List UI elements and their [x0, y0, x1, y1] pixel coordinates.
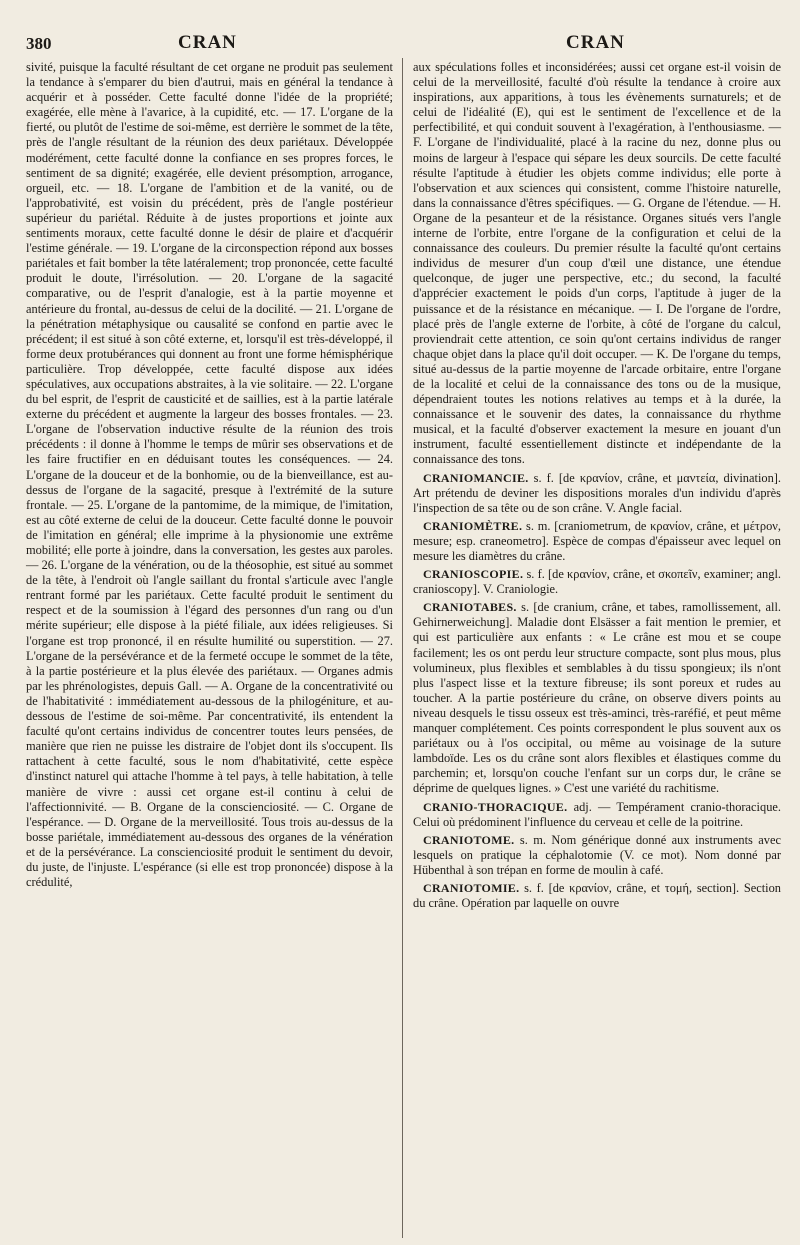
entry-text: s. [de cranium, crâne, et tabes, ramollissement, all. Gehirnerweichung]. Maladie dont Elsässer a fait mention le premier, et qui est particulière aux enfants : « Le crâne est mou et se coupe facilement; les os ont perdu leur structure compacte, sont plus mous, plus volumineux, plus flexibles et semblables à du tissu spongieux; ils n'ont plus l'aspect lisse et la texture fibreuse; ils sont poreux et rudes au toucher. A la partie postérieure du crâne, on observe divers points au niveau desquels le tissu osseux est très-aminci, très-raréfié, et peut même manquer complétement. Ces points correspondent le plus souvent aux os pariétaux ou à l'os occipital, ou même au voisinage de la suture lambdoïde. Les os du crâne sont alors flexibles et élastiques comme du parchemin; et, lorsqu'on couche l'enfant sur un corps dur, le crâne se déprime de quelques lignes. » C'est une variété du rachitisme. — [413, 600, 781, 796]
entry-craniometre — [413, 519, 781, 564]
entry-text: adj. — Tempérament cranio-thoracique. Celui où prédominent l'influence du cerveau et celle de la poitrine. — [413, 799, 781, 829]
entry-text: s. f. [de κρανίον, crâne, et μαντεία, divination]. Art prétendu de deviner les dispositions morales d'un individu d'après l'inspection de sa tête ou de son crâne. V. Angle facial. — [413, 470, 781, 515]
entry-cranio-thoracique — [413, 800, 781, 830]
page-header — [0, 30, 800, 60]
entry-craniotome — [413, 833, 781, 878]
left-column-text: sivité, puisque la faculté résultant de cet organe ne produit pas seulement la tendance à s'emparer du bien d'autrui, mais en général la tendance à acquérir et à posséder. Cette faculté donne l'idée de la propriété; exagérée, elle mène à l'avarice, à la cupidité, etc. — 17. L'organe de la fierté, ou plutôt de l'estime de soi-même, est derrière le sommet de la tête, près de l'angle résultant de la réunion des deux pariétaux. Développée modérément, cette faculté donne la confiance en ses propres forces, le sentiment de sa dignité; exagérée, elle devient présomption, arrogance, orgueil, etc. — 18. L'organe de l'ambition et de la vanité, ou de l'approbativité, est voisin du précédent, près de l'angle postérieur supérieur du pariétal. Réduite à de justes proportions et jointe aux sentiments moraux, cette faculté donne le désir de plaire et d'acquérir l'estime générale. — 19. L'organe de la circonspection répond aux bosses pariétales et fait bomber la tête latéralement; trop prononcée, cette faculté produit le doute, l'irrésolution. — 20. L'organe de la sagacité comparative, ou de l'esprit d'analogie, est à la partie moyenne et antérieure du frontal, au-dessus de celui de la docilité. — 21. L'organe de la pénétration métaphysique ou causalité se confond en partie avec le précédent; il est situé à son côté externe, et, lorsqu'il est très-développé, il forme deux protubérances qui donnent au front une forme hémisphérique particulière. Trop développée, cette faculté dispose aux idées spéculatives, aux occupations abstraites, à la vie solitaire. — 22. L'organe du bel esprit, de l'esprit de causticité et de saillies, est à la partie latérale externe du précédent et augmente la largeur des bosses frontales. — 23. L'organe de l'observation inductive résulte de la réunion des trois précédents : il donne à l'homme le temps de mûrir ses observations et de les faire fructifier en en déduisant toutes les conséquences. — 24. L'organe de la douceur et de la bonhomie, ou de la bienveillance, est au-dessus de l'organe de la sagacité, presque à l'extrémité de la suture frontale. — 25. L'organe de la pantomime, de la mimique, de l'imitation, est au côté externe de celui de la douceur. Cette faculté donne le pouvoir de l'imitation en général; elle imprime à la physionomie une extrême mobilité; elle porte à joindre, dans la conversation, les gestes aux paroles. — 26. L'organe de la vénération, ou de la théosophie, est situé au sommet de la tête, à l'endroit où l'angle saillant du frontal s'articule avec l'angle rentrant formé par les pariétaux. Cette faculté produit le sentiment du respect et de la soumission à l'égard des personnes d'un rang ou d'un mérite supérieur; elle dispose à la piété filiale, aux idées religieuses. Si l'organe est trop prononcé, il en résulte humilité ou superstition. — 27. L'organe de la persévérance et de la fermeté occupe le sommet de la tête, à la partie postérieure et la plus élevée des pariétaux. — Organes admis par les phrénologistes, depuis Gall. — A. Organe de la concentrativité ou de l'habitativité : immédiatement au-dessous de la philogéniture, et au-dessous de l'estime de soi-même. Par concentrativité, ils entendent la faculté qu'ont certains individus de concentrer toutes leurs pensées, de manière que rien ne puisse les distraire de l'objet dont ils s'occupent. Ils rattachent à cette faculté, sous le nom d'habitativité, cette espèce d'instinct naturel qui attache l'homme à tel pays, à telle habitation, à telle manière de vivre : aussi cet organe est-il continu à celui de l'affectionnivité. — B. Organe de la conscienciosité. — C. Organe de l'espérance. — D. Organe de la merveillosité. Tous trois au-dessus de la bosse pariétale, immédiatement au-dessous des organes de la vénération et de la persévérance. La conscienciosité produit le sentiment du devoir, du juste, de l'injuste. L'espérance (si elle est trop prononcée) dispose à la crédulité, — [26, 60, 393, 890]
column-divider — [402, 58, 403, 1238]
running-head-left: CRAN — [178, 32, 237, 53]
left-column — [26, 60, 393, 890]
entry-text: s. m. Nom générique donné aux instruments avec lesquels on pratique la céphalotomie (V. ce mot). Nom donné par Hübenthal à son trépan en forme de moulin à café. — [413, 832, 781, 877]
entry-text: s. f. [de κρανίον, crâne, et τομή, section]. Section du crâne. Opération par laquelle on ouvre — [413, 880, 781, 911]
entry-headword: CRANIO-THORACIQUE. — [423, 799, 568, 814]
entry-headword: CRANIOTOME. — [423, 832, 515, 847]
entry-headword: CRANIOMANCIE. — [423, 470, 529, 485]
entry-headword: CRANIOSCOPIE. — [423, 567, 524, 582]
entry-headword: CRANIOTABES. — [423, 600, 517, 615]
right-column — [413, 60, 781, 911]
entry-text: s. m. [craniometrum, de κρανίον, crâne, et μέτρον, mesure; esp. craneometro]. Espèce de compas d'épaisseur avec lequel on mesure les diamètres du crâne. — [413, 518, 781, 563]
entry-craniotomie — [413, 881, 781, 911]
running-head-right: CRAN — [566, 32, 625, 53]
entry-cranioscopie — [413, 567, 781, 597]
entry-craniomancie — [413, 471, 781, 516]
entry-headword: CRANIOTOMIE. — [423, 880, 520, 895]
right-column-intro: aux spéculations folles et inconsidérées; aussi cet organe est-il voisin de celui de la merveillosité, faculté d'où résulte la tendance à croire aux inspirations, aux apparitions, à tous les évènements surnaturels; et de celui de l'idéalité (E), qui est le sentiment de l'excellence et de la perfectibilité, et qui conduit souvent à l'exagération, à l'enthousiasme. — F. L'organe de l'individualité, placé à la racine du nez, donne plus ou moins de largeur à l'espace qui sépare les deux sourcils. De cette faculté résulte l'aptitude à étudier les objets comme individus; elle porte à l'observation et aux sciences qui consistent, comme l'histoire naturelle, dans la connaissance d'êtres spécifiques. — G. Organe de l'étendue. — H. Organe de la pesanteur et de la résistance. Organes situés vers l'angle interne de l'orbite, entre l'organe de la configuration et celui de la connaissance des couleurs. Du premier résulte la faculté qu'ont certains individus de mesurer d'un coup d'œil une distance, une étendue quelconque, de juger une perspective, etc.; du second, la faculté d'apprécier exactement le poids d'un corps, l'aptitude à juger de la puissance et de la résistance en mécanique. — I. De l'organe de l'ordre, placé près de l'angle externe de l'orbite, à côté de l'organe du calcul, proviendrait cette attention, ce soin qu'ont certains individus de ranger chaque objet dans la place qu'il doit occuper. — K. De l'organe du temps, situé au-dessus de la partie moyenne de l'arcade orbitaire, entre l'organe de la localité et celui de la connaissance des tons ou de la musique, dépendraient toutes les notions relatives au temps et à la durée, la connaissance et le souvenir des dates, la connaissance du rhythme musical, et la faculté d'observer exactement la mesure en jouant d'un instrument, faculté essentiellement distincte et indépendante de la connaissance des tons. — [413, 60, 781, 467]
entry-text: s. f. [de κρανίον, crâne, et σκοπεῖν, examiner; angl. cranioscopy]. V. Craniologie. — [413, 567, 781, 597]
entry-headword: CRANIOMÈTRE. — [423, 518, 523, 533]
entry-craniotabes — [413, 600, 781, 796]
page-number: 380 — [26, 34, 52, 53]
